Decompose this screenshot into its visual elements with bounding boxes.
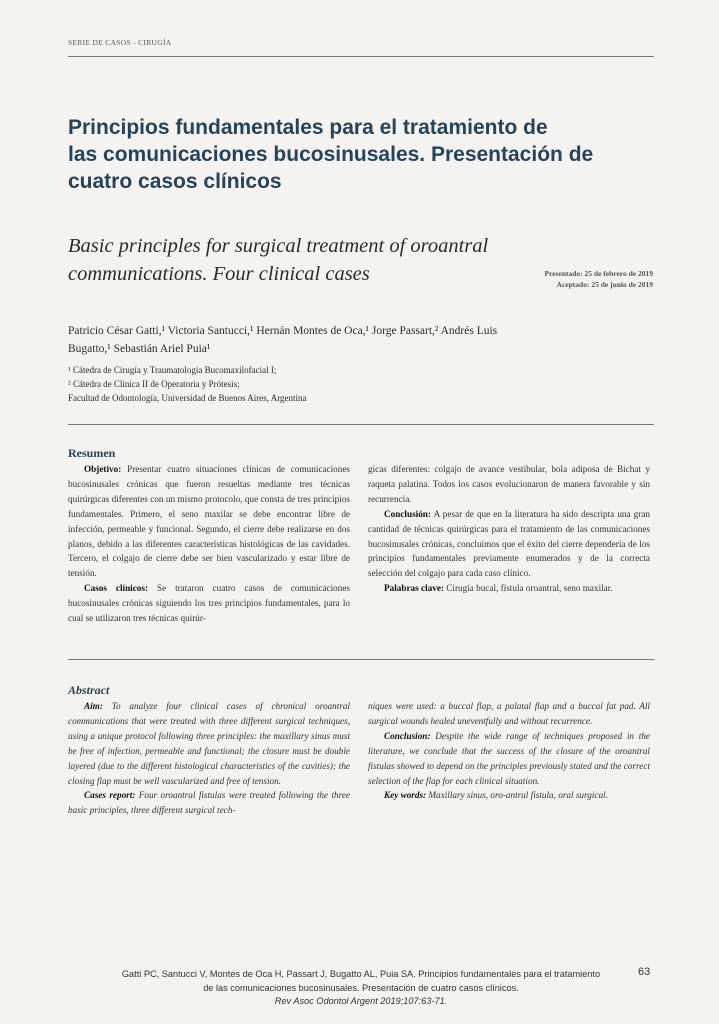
dates-block — [544, 268, 653, 290]
affiliation-line: Facultad de Odontología, Universidad de Buenos Aires, Argentina — [68, 393, 307, 403]
resumen-col-right — [368, 462, 650, 596]
authors-line: Bugatto,¹ Sebastián Ariel Puia¹ — [68, 343, 211, 355]
casos-text: Se trataron cuatro casos de comunicaciones bucosinusales crónicas siguiendo los tres principios fundamentales, para lo cual se utilizaron tres técnicas quirúr- — [68, 583, 351, 624]
authors-line: Patricio César Gatti,¹ Victoria Santucci,¹ Hernán Montes de Oca,¹ Jorge Passart,² Andrés Luis — [68, 325, 498, 337]
cases-continued: niques were used: a buccal flap, a palatal flap and a buccal fat pad. All surgical wounds healed uneventfully and without recurrence. — [368, 701, 650, 726]
title-line: Principios fundamentales para el tratamiento de — [68, 116, 548, 139]
affiliation-line: ² Cátedra de Clínica II de Operatoria y Prótesis; — [68, 379, 240, 389]
casos-continued: gicas diferentes: colgajo de avance vestibular, bola adiposa de Bichat y raqueta palatina. Todos los casos evolucionaron de manera favorable y sin recurrencia. — [368, 464, 650, 504]
resumen-heading: Resumen — [68, 446, 116, 460]
resumen-col-left — [68, 462, 350, 626]
header-rule — [68, 56, 654, 57]
abstract-top-rule — [68, 659, 654, 660]
aim-text: To analyze four clinical cases of chronical oroantral communications that were treated with three different surgical techniques, using a unique protocol following three principles: the maxillary sinus must be free of infection, permeable and functional; the closure must be double layered (due to the different histological characteristics of the cavities); the closing flap must be well vascularized and free of tension. — [68, 701, 351, 786]
abstract-heading: Abstract — [68, 683, 110, 697]
keywords-paragraph — [368, 788, 650, 803]
objetivo-text: Presentar cuatro situaciones clínicas de comunicaciones bucosinusales crónicas que fueron resueltas mediante tres técnicas quirúrgicas diferentes con un mismo protocolo, que consta de tres principios fundamentales. Primero, el seno maxilar se debe encontrar libre de infección, permeable y funcional. Segundo, el cierre debe realizarse en dos planos, debido a las diferentes características histológicas de las cavidades. Tercero, el colgajo de cierre debe ser bien vascularizado y estar libre de tensión. — [68, 464, 350, 579]
subtitle-line: Basic principles for surgical treatment of oroantral — [68, 235, 489, 257]
abstract-conclusion-paragraph — [368, 729, 650, 789]
citation-footer — [68, 968, 654, 1009]
accepted-date: Aceptado: 25 de junio de 2019 — [556, 280, 653, 289]
casos-label: Casos clínicos: — [84, 583, 149, 594]
objetivo-paragraph — [68, 462, 350, 581]
aim-paragraph — [68, 699, 350, 788]
abstract-col-right — [368, 699, 650, 803]
resumen-top-rule — [68, 424, 654, 425]
palabras-label: Palabras clave: — [384, 583, 444, 594]
casos-paragraph — [68, 581, 350, 626]
title-line: las comunicaciones bucosinusales. Presentación de — [68, 143, 594, 166]
aim-label: Aim: — [84, 701, 103, 711]
footer-line: de las comunicaciones bucosinusales. Presentación de cuatro casos clínicos. — [203, 982, 519, 993]
cases-paragraph — [68, 788, 350, 818]
footer-journal: Rev Asoc Odontol Argent 2019;107:63-71. — [274, 996, 448, 1006]
abstract-conclusion-text: Despite the wide range of techniques proposed in the literature, we conclude that the success of the closure of the oroantral fistulas showed to depend on the principles previously stated and the correct selection of the flap for each clinical situation. — [368, 730, 650, 786]
conclusion-paragraph — [368, 507, 650, 582]
palabras-paragraph — [368, 581, 650, 596]
cases-label: Cases report: — [84, 790, 136, 801]
affiliation-line: ¹ Cátedra de Cirugía y Traumatología Bucomaxilofacial I; — [68, 365, 277, 375]
article-subtitle — [68, 232, 568, 288]
authors — [68, 322, 658, 358]
page-number: 63 — [638, 966, 651, 978]
subtitle-line: communications. Four clinical cases — [68, 263, 370, 285]
footer-line: Gatti PC, Santucci V, Montes de Oca H, Passart J, Bugatto AL, Puia SA. Principios fundamentales para el tratamiento — [121, 969, 601, 979]
running-head: SERIE DE CASOS - CIRUGÍA — [68, 38, 172, 47]
cases-text: Four oroantral fistulas were treated following the three basic principles, three different surgical tech- — [68, 790, 351, 816]
abstract-conclusion-label: Conclusion: — [384, 730, 431, 741]
palabras-text: Cirugía bucal, fístula oroantral, seno maxilar. — [446, 583, 613, 594]
affiliations — [68, 363, 658, 405]
keywords-text: Maxillary sinus, oro-antral fistula, oral surgical. — [428, 790, 608, 801]
title-line: cuatro casos clínicos — [68, 170, 282, 193]
conclusion-label: Conclusión: — [384, 508, 431, 519]
keywords-label: Key words: — [384, 790, 427, 801]
abstract-col-left — [68, 699, 350, 818]
conclusion-text: A pesar de que en la literatura ha sido descripta una gran cantidad de técnicas quirúrgicas para el tratamiento de las comunicaciones bucosinusales crónicas, concluimos que el éxito del cierre dependería de los principios fundamentales previamente enumerados y de la correcta selección del colgajo para cada caso clínico. — [368, 508, 650, 579]
presented-date: Presentado: 25 de febrero de 2019 — [544, 269, 653, 278]
objetivo-label: Objetivo: — [84, 464, 122, 474]
article-title — [68, 114, 638, 195]
